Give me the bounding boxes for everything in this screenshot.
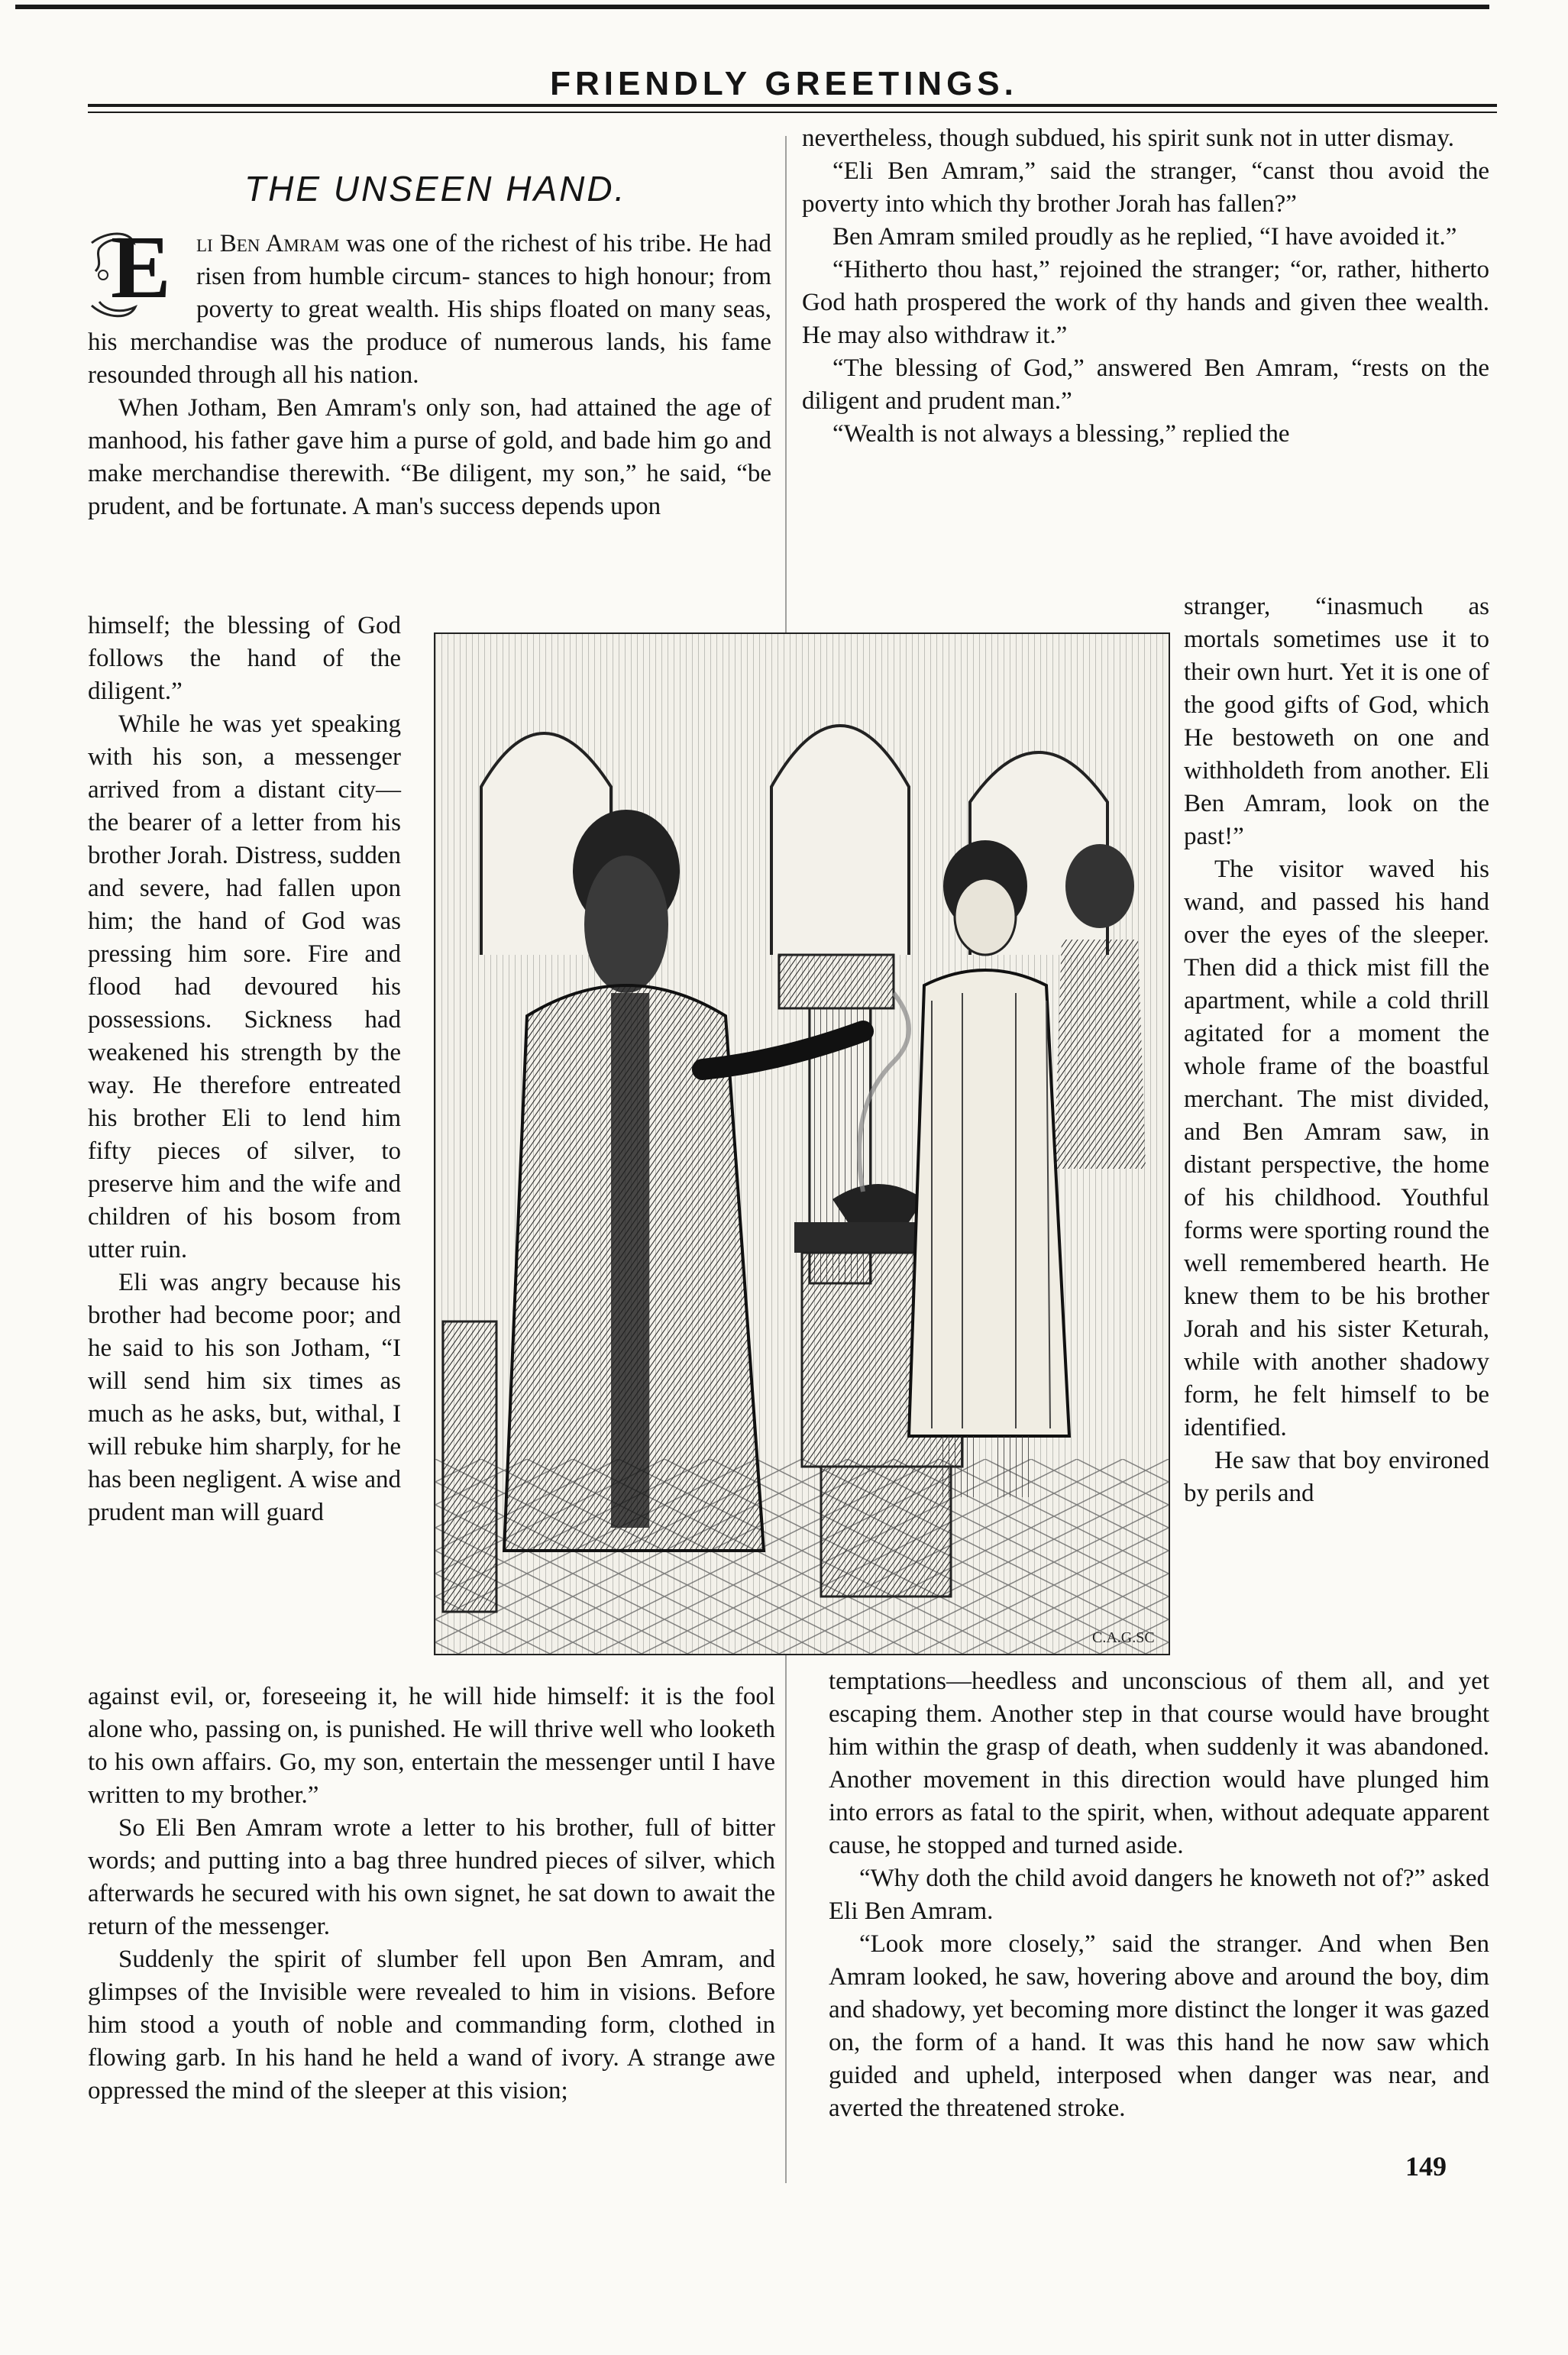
right-column-narrow: [1184, 590, 1489, 1510]
r-paragraph-10: “Look more closely,” said the stranger. And when Ben Amram looked, he saw, hovering above and around the boy, dim and shadowy, yet becoming more distinct the longer it was gazed on, the form of a hand. It was this hand he now saw which guided and upheld, interposed when danger was near, and averted the threatened stroke.: [829, 1930, 1489, 2122]
running-header: FRIENDLY GREETINGS.: [550, 65, 1018, 102]
left-column-bottom: [88, 1681, 775, 2108]
r-paragraph-6-cont: stranger, “inasmuch as mortals sometimes use it to their own hurt. Yet it is one of the good gifts of God, which He bestoweth on one and withholdeth from another. Eli Ben Amram, look on the past!”: [1184, 593, 1489, 850]
r-paragraph-7: The visitor waved his wand, and passed his hand over the eyes of the sleeper. Then did a thick mist fill the apartment, while a cold thrill agitated for a moment the whole frame of the boastful merchant. The mist divided, and Ben Amram saw, in distant perspective, the home of his childhood. Youthful forms were sporting round the well remembered hearth. He knew them to be his brother Jorah and his sister Keturah, while with another shadowy form, he felt himself to be identified.: [1184, 856, 1489, 1441]
r-paragraph-5: “The blessing of God,” answered Ben Amram, “rests on the diligent and prudent man.”: [802, 354, 1489, 415]
engraving-illustration: [434, 632, 1170, 1655]
p1-line-3: stances to high honour; from poverty to great: [196, 263, 772, 323]
paragraph-1: [88, 217, 772, 392]
paragraph-5: So Eli Ben Amram wrote a letter to his brother, full of bitter words; and putting into a bag three hundred pieces of silver, which afterwards he secured with his own signet, he sat down to await the return of the messenger.: [88, 1814, 775, 1940]
paragraph-2: When Jotham, Ben Amram's only son, had attained the age of manhood, his father gave him a purse of gold, and bade him go and make merchandise therewith. “Be diligent, my son,” he said, “be prudent, and be fortunate. A man's success depends upon: [88, 394, 771, 520]
p1-body: wealth. His ships floated on many seas, his merchandise was the produce of numerous lands, his fame resounded through all his nation.: [88, 296, 771, 389]
dropcap-ornament: [88, 217, 187, 321]
paragraph-6: Suddenly the spirit of slumber fell upon Ben Amram, and glimpses of the Invisible were revealed to him in visions. Before him stood a youth of noble and commanding form, clothed in flowing garb. In his hand he held a wand of ivory. A strange awe oppressed the mind of the sleeper at this vision;: [88, 1946, 775, 2104]
left-column-top: [88, 217, 772, 523]
engraver-signature: C.A.G.SC: [1092, 1629, 1155, 1646]
page-number: 149: [1405, 2151, 1447, 2182]
p1-line-1: was one of the richest of his: [346, 230, 633, 257]
paragraph-3: While he was yet speaking with his son, a messenger arrived from a distant city—the bearer of a letter from his brother Jorah. Distress, sudden and severe, had fallen upon him; the hand of God was pressing him sore. Fire and flood had devoured his possessions. Sickness had weakened his strength by the way. He therefore entreated his brother Eli to lend him fifty pieces of silver, to preserve him and the wife and children of his bosom from utter ruin.: [88, 710, 401, 1263]
p1-line-2: tribe. He had risen from humble circum-: [196, 230, 771, 290]
paragraph-2-cont: himself; the blessing of God follows the hand of the diligent.”: [88, 612, 401, 705]
r-paragraph-8-cont: temptations—heedless and unconscious of them all, and yet escaping them. Another step in that course would have brought him within the grasp of death, when suddenly it was abandoned. Another movement in this direction would have plunged him into errors as fatal to the spirit, when, without adequate apparent cause, he stopped and turned aside.: [829, 1668, 1489, 1859]
header-rule-thin: [88, 112, 1497, 113]
r-paragraph-2: “Eli Ben Amram,” said the stranger, “canst thou avoid the poverty into which thy brother Jorah has fallen?”: [802, 157, 1489, 218]
right-column-bottom: [829, 1665, 1489, 2125]
dropcap-letter: E: [111, 217, 171, 317]
r-paragraph-8: He saw that boy environed by perils and: [1184, 1447, 1489, 1507]
r-paragraph-1: nevertheless, though subdued, his spirit sunk not in utter dismay.: [802, 125, 1454, 152]
paragraph-4: Eli was angry because his brother had become poor; and he said to his son Jotham, “I will send him six times as much as he asks, but, withal, I will rebuke him sharply, for he has been negligent. A wise and prudent man will guard: [88, 1269, 401, 1526]
lead-name: li Ben Amram: [196, 230, 340, 257]
article-title: THE UNSEEN HAND.: [244, 169, 627, 209]
left-column-narrow: [88, 610, 401, 1529]
right-column-top: [802, 122, 1489, 451]
header-rule-thick: [88, 104, 1497, 107]
engraving-scene: [435, 634, 1169, 1654]
r-paragraph-4: “Hitherto thou hast,” rejoined the stranger; “or, rather, hitherto God hath prospered the work of thy hands and given thee wealth. He may also withdraw it.”: [802, 256, 1489, 349]
r-paragraph-9: “Why doth the child avoid dangers he knoweth not of?” asked Eli Ben Amram.: [829, 1865, 1489, 1925]
r-paragraph-3: Ben Amram smiled proudly as he replied, “I have avoided it.”: [832, 223, 1457, 251]
top-border-rule: [15, 5, 1489, 9]
paragraph-4-cont: against evil, or, foreseeing it, he will hide himself: it is the fool alone who, passing on, is punished. He will thrive well who looketh to his own affairs. Go, my son, entertain the messenger until I have written to my brother.”: [88, 1683, 775, 1809]
r-paragraph-6: “Wealth is not always a blessing,” replied the: [832, 420, 1290, 448]
